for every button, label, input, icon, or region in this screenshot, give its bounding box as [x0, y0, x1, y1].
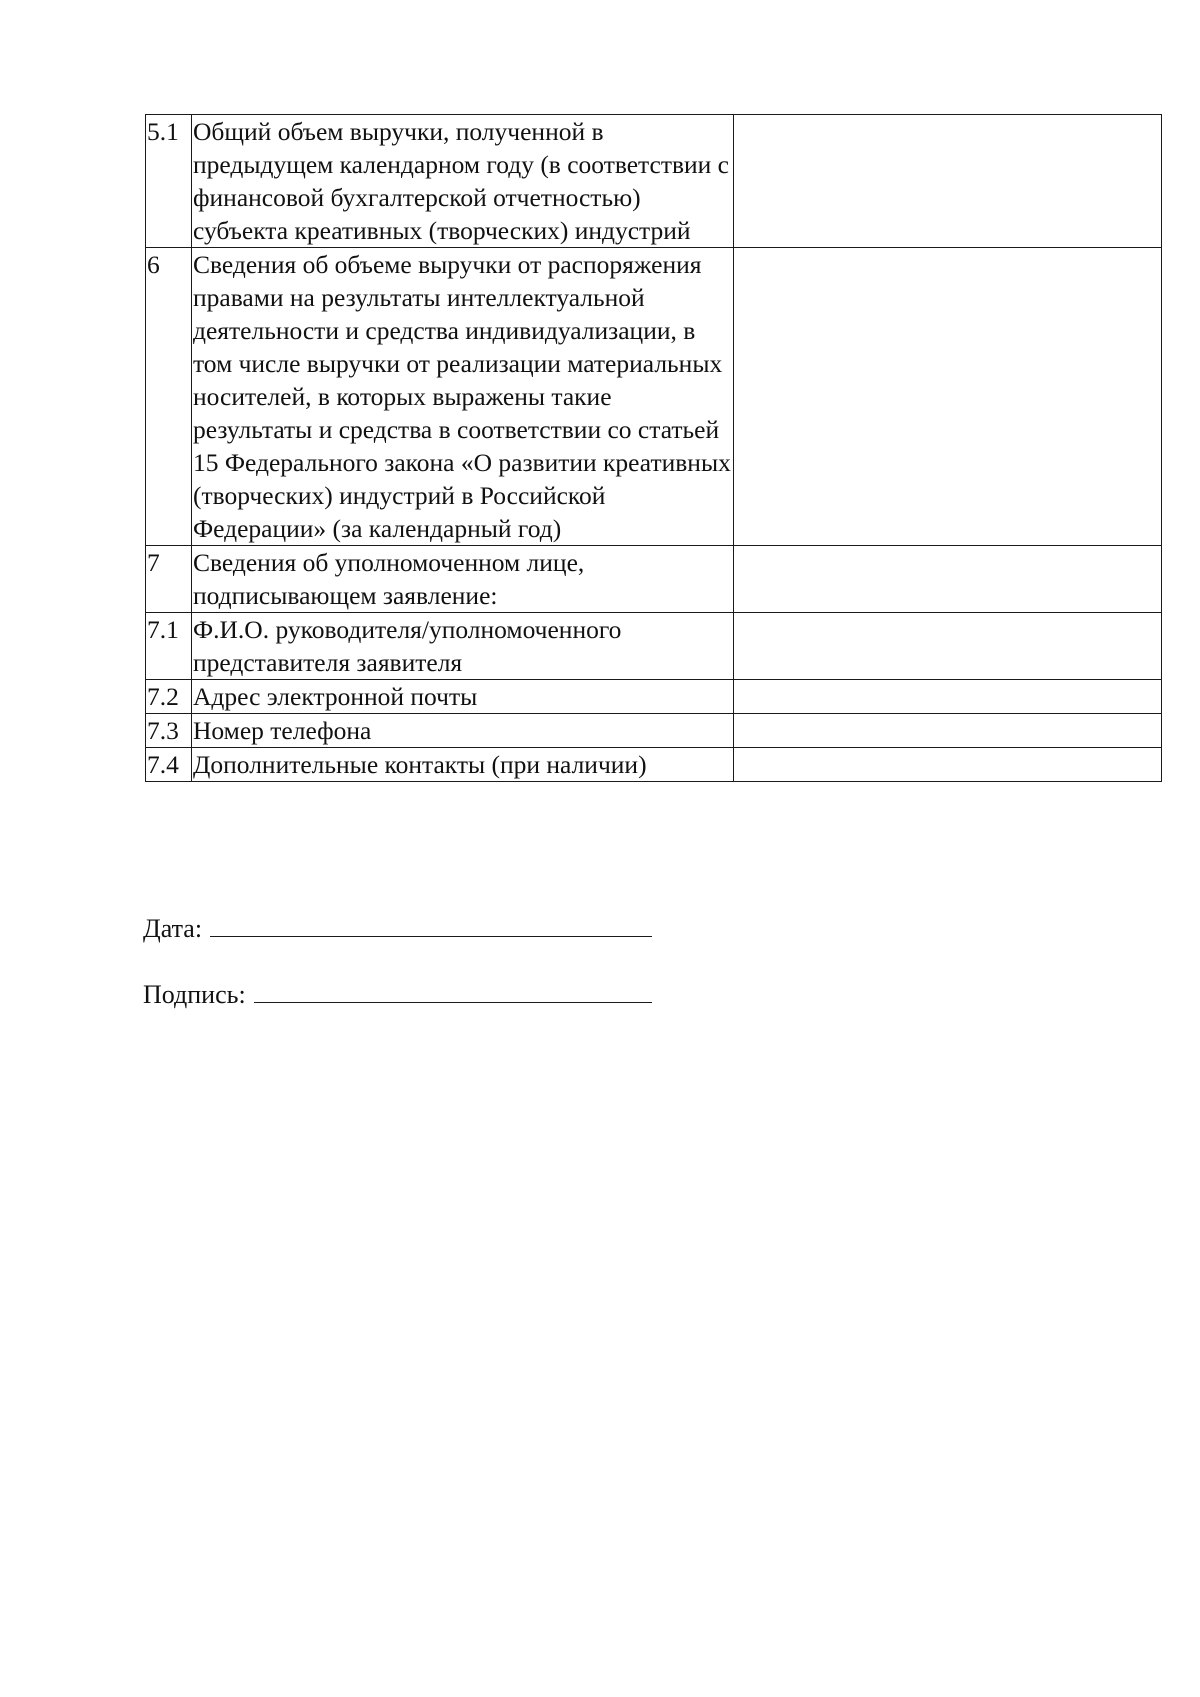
row-label: Ф.И.О. руководителя/уполномоченного представителя заявителя: [192, 613, 734, 680]
row-label: Сведения об уполномоченном лице, подписывающем заявление:: [192, 546, 734, 613]
application-form-table: [145, 114, 1162, 782]
table-row: [146, 248, 1162, 546]
signature-label: Подпись:: [143, 980, 246, 1009]
table-row: [146, 613, 1162, 680]
signature-line: [143, 976, 652, 1012]
row-label: Адрес электронной почты: [192, 680, 734, 714]
row-number: 7.4: [146, 748, 192, 782]
row-value-field[interactable]: [734, 115, 1162, 248]
table-row: [146, 714, 1162, 748]
row-number: 7.2: [146, 680, 192, 714]
row-value-field[interactable]: [734, 680, 1162, 714]
row-label: Номер телефона: [192, 714, 734, 748]
table-row: [146, 748, 1162, 782]
table-row: [146, 680, 1162, 714]
row-label: Сведения об объеме выручки от распоряжения правами на результаты интеллектуальной деятельности и средства индивидуализации, в том числе выручки от реализации материальных носителей, в которых выражены такие результаты и средства в соответствии со статьей 15 Федерального закона «О развитии креативных (творческих) индустрий в Российской Федерации» (за календарный год): [192, 248, 734, 546]
row-label: Общий объем выручки, полученной в предыдущем календарном году (в соответствии с финансовой бухгалтерской отчетностью) субъекта креативных (творческих) индустрий: [192, 115, 734, 248]
row-value-field[interactable]: [734, 546, 1162, 613]
row-value-field[interactable]: [734, 613, 1162, 680]
row-value-field[interactable]: [734, 714, 1162, 748]
row-number: 5.1: [146, 115, 192, 248]
row-value-field[interactable]: [734, 748, 1162, 782]
row-value-field[interactable]: [734, 248, 1162, 546]
row-number: 7.1: [146, 613, 192, 680]
date-label: Дата:: [143, 914, 203, 943]
row-label: Дополнительные контакты (при наличии): [192, 748, 734, 782]
row-number: 6: [146, 248, 192, 546]
table-row: [146, 546, 1162, 613]
table-row: [146, 115, 1162, 248]
date-blank-field[interactable]: [210, 910, 652, 937]
row-number: 7.3: [146, 714, 192, 748]
date-line: [143, 910, 652, 946]
signature-blank-field[interactable]: [254, 976, 652, 1003]
row-number: 7: [146, 546, 192, 613]
